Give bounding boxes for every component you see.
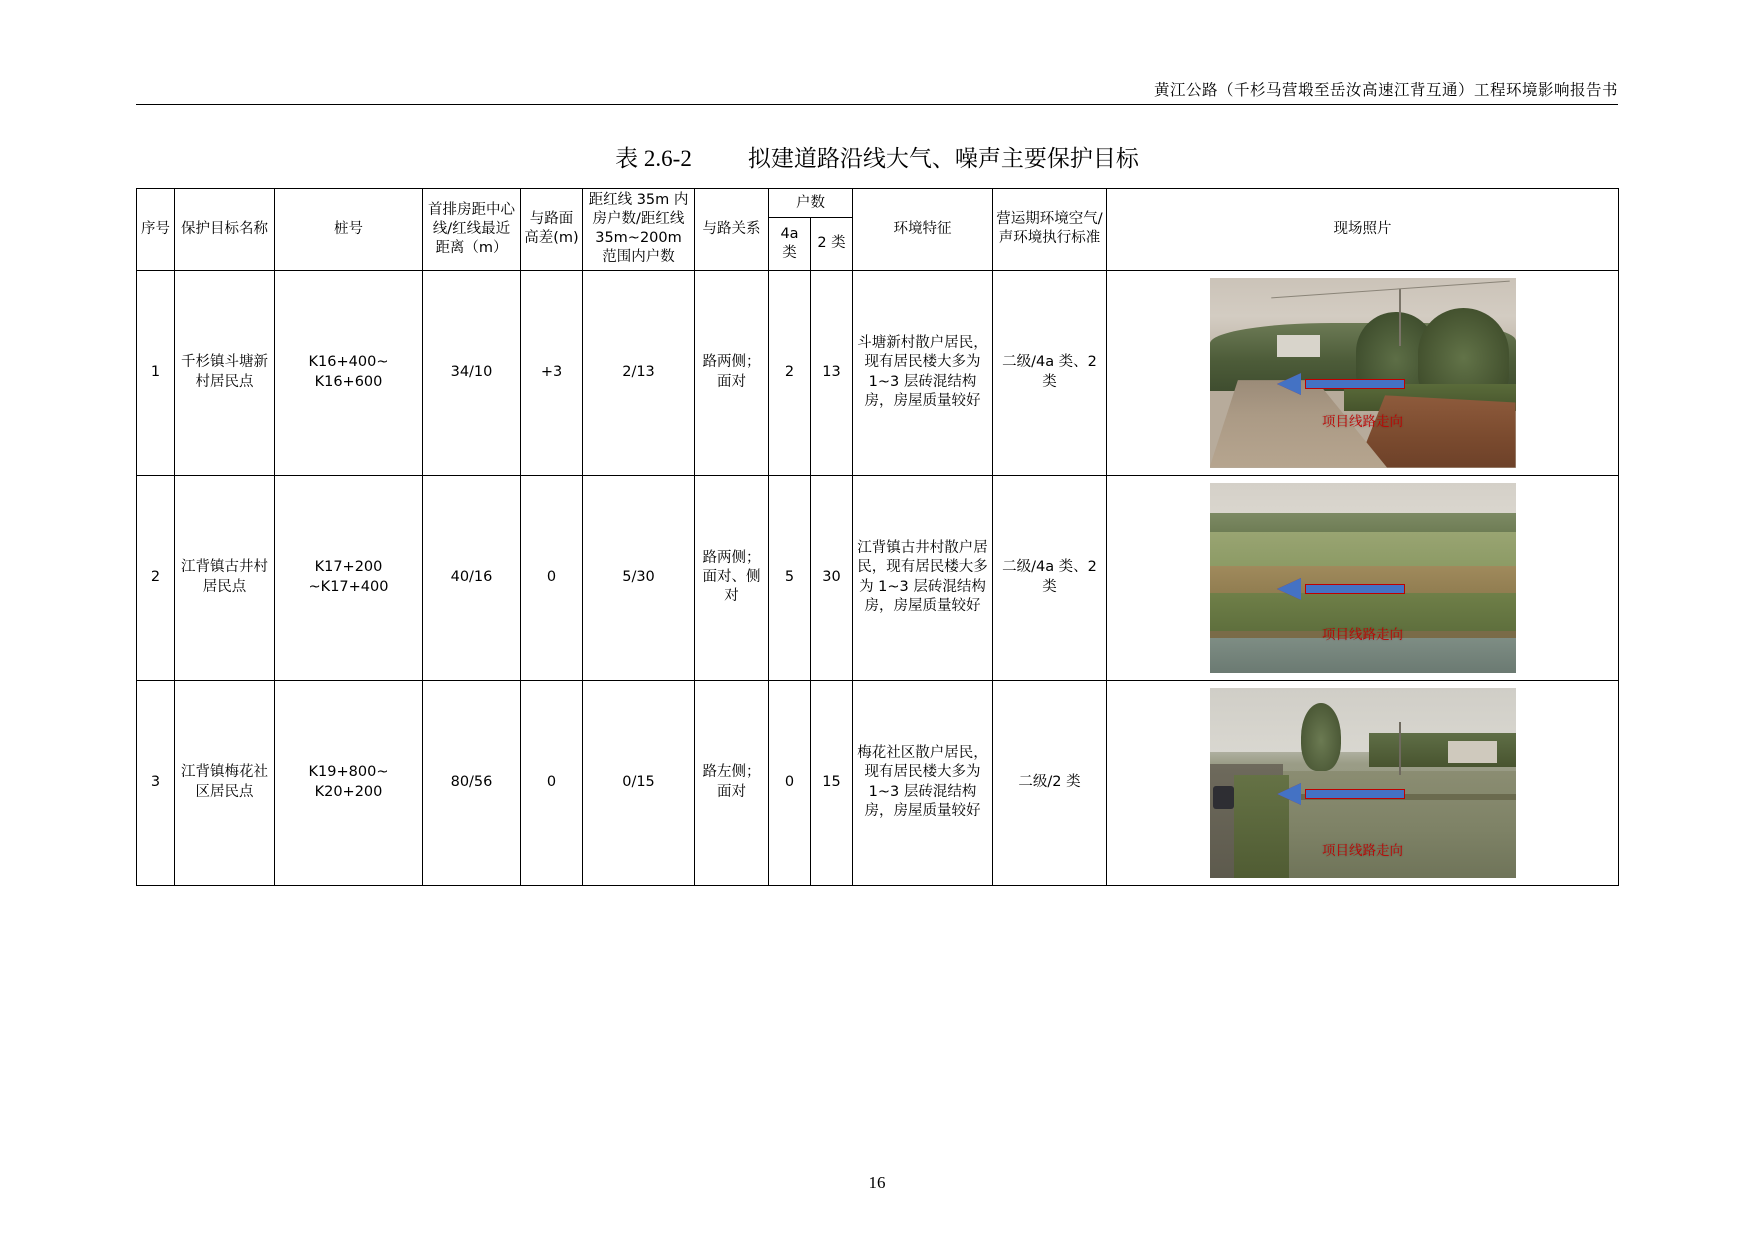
photo-caption: 项目线路走向 (1322, 843, 1403, 860)
cell-distance: 40/16 (423, 475, 521, 680)
cell-households-range: 2/13 (583, 270, 695, 475)
photo-vehicle (1213, 786, 1234, 809)
photo-caption: 项目线路走向 (1322, 414, 1403, 431)
cell-photo (1107, 475, 1619, 680)
site-photo (1210, 688, 1516, 878)
cell-standard: 二级/2 类 (993, 680, 1107, 885)
cell-height-diff: 0 (521, 475, 583, 680)
direction-arrow-icon (1277, 578, 1406, 600)
table-title-text: 拟建道路沿线大气、噪声主要保护目标 (747, 146, 1139, 172)
photo-field-upper (1210, 532, 1516, 570)
cell-standard: 二级/4a 类、2 类 (993, 475, 1107, 680)
protection-targets-table (136, 188, 1619, 886)
cell-name: 江背镇梅花社区居民点 (175, 680, 275, 885)
column-header-class-4a: 4a 类 (769, 218, 811, 270)
column-header-households: 户数 (769, 189, 853, 218)
cell-name: 千杉镇斗塘新村居民点 (175, 270, 275, 475)
cell-photo (1107, 680, 1619, 885)
cell-distance: 80/56 (423, 680, 521, 885)
cell-features: 斗塘新村散户居民，现有居民楼大多为 1~3 层砖混结构房，房屋质量较好 (853, 270, 993, 475)
page-title (0, 140, 1754, 173)
running-header: 黄江公路（千杉马营塅至岳汝高速江背互通）工程环境影响报告书 (1153, 81, 1618, 99)
column-header-height-diff: 与路面高差(m) (521, 189, 583, 271)
column-header-stake: 桩号 (275, 189, 423, 271)
cell-stake: K17+200 ~K17+400 (275, 475, 423, 680)
cell-seq: 1 (137, 270, 175, 475)
cell-class-4a: 5 (769, 475, 811, 680)
photo-house (1277, 335, 1320, 358)
column-header-photo: 现场照片 (1107, 189, 1619, 271)
cell-class-2: 15 (811, 680, 853, 885)
site-photo (1210, 278, 1516, 468)
column-header-seq: 序号 (137, 189, 175, 271)
table-row (137, 680, 1619, 885)
cell-height-diff: +3 (521, 270, 583, 475)
photo-utility-pole (1399, 289, 1401, 346)
photo-caption: 项目线路走向 (1322, 626, 1403, 643)
cell-class-4a: 0 (769, 680, 811, 885)
cell-features: 梅花社区散户居民，现有居民楼大多为 1~3 层砖混结构房，房屋质量较好 (853, 680, 993, 885)
cell-road-relation: 路两侧；面对、侧对 (695, 475, 769, 680)
cell-features: 江背镇古井村散户居民，现有居民楼大多为 1~3 层砖混结构房，房屋质量较好 (853, 475, 993, 680)
cell-seq: 2 (137, 475, 175, 680)
cell-class-4a: 2 (769, 270, 811, 475)
cell-class-2: 13 (811, 270, 853, 475)
cell-height-diff: 0 (521, 680, 583, 885)
cell-households-range: 0/15 (583, 680, 695, 885)
cell-name: 江背镇古井村居民点 (175, 475, 275, 680)
page-number: 16 (868, 1173, 886, 1192)
table-row (137, 270, 1619, 475)
table-label: 表 2.6-2 (615, 146, 692, 171)
table-header-row (137, 189, 1619, 218)
table-row (137, 475, 1619, 680)
column-header-households-range: 距红线 35m 内房户数/距红线 35m~200m 范围内户数 (583, 189, 695, 271)
column-header-features: 环境特征 (853, 189, 993, 271)
cell-seq: 3 (137, 680, 175, 885)
column-header-road-relation: 与路关系 (695, 189, 769, 271)
cell-distance: 34/10 (423, 270, 521, 475)
column-header-class-2: 2 类 (811, 218, 853, 270)
cell-photo (1107, 270, 1619, 475)
column-header-distance: 首排房距中心线/红线最近距离（m） (423, 189, 521, 271)
header-divider (136, 104, 1618, 105)
cell-class-2: 30 (811, 475, 853, 680)
photo-utility-pole (1399, 722, 1401, 775)
column-header-name: 保护目标名称 (175, 189, 275, 271)
direction-arrow-icon (1277, 373, 1406, 395)
cell-stake: K16+400~ K16+600 (275, 270, 423, 475)
direction-arrow-icon (1277, 783, 1406, 805)
cell-stake: K19+800~ K20+200 (275, 680, 423, 885)
photo-house (1448, 741, 1497, 764)
cell-road-relation: 路两侧；面对 (695, 270, 769, 475)
cell-road-relation: 路左侧；面对 (695, 680, 769, 885)
photo-tall-tree (1301, 703, 1341, 771)
cell-households-range: 5/30 (583, 475, 695, 680)
site-photo (1210, 483, 1516, 673)
cell-standard: 二级/4a 类、2 类 (993, 270, 1107, 475)
column-header-standard: 营运期环境空气/声环境执行标准 (993, 189, 1107, 271)
